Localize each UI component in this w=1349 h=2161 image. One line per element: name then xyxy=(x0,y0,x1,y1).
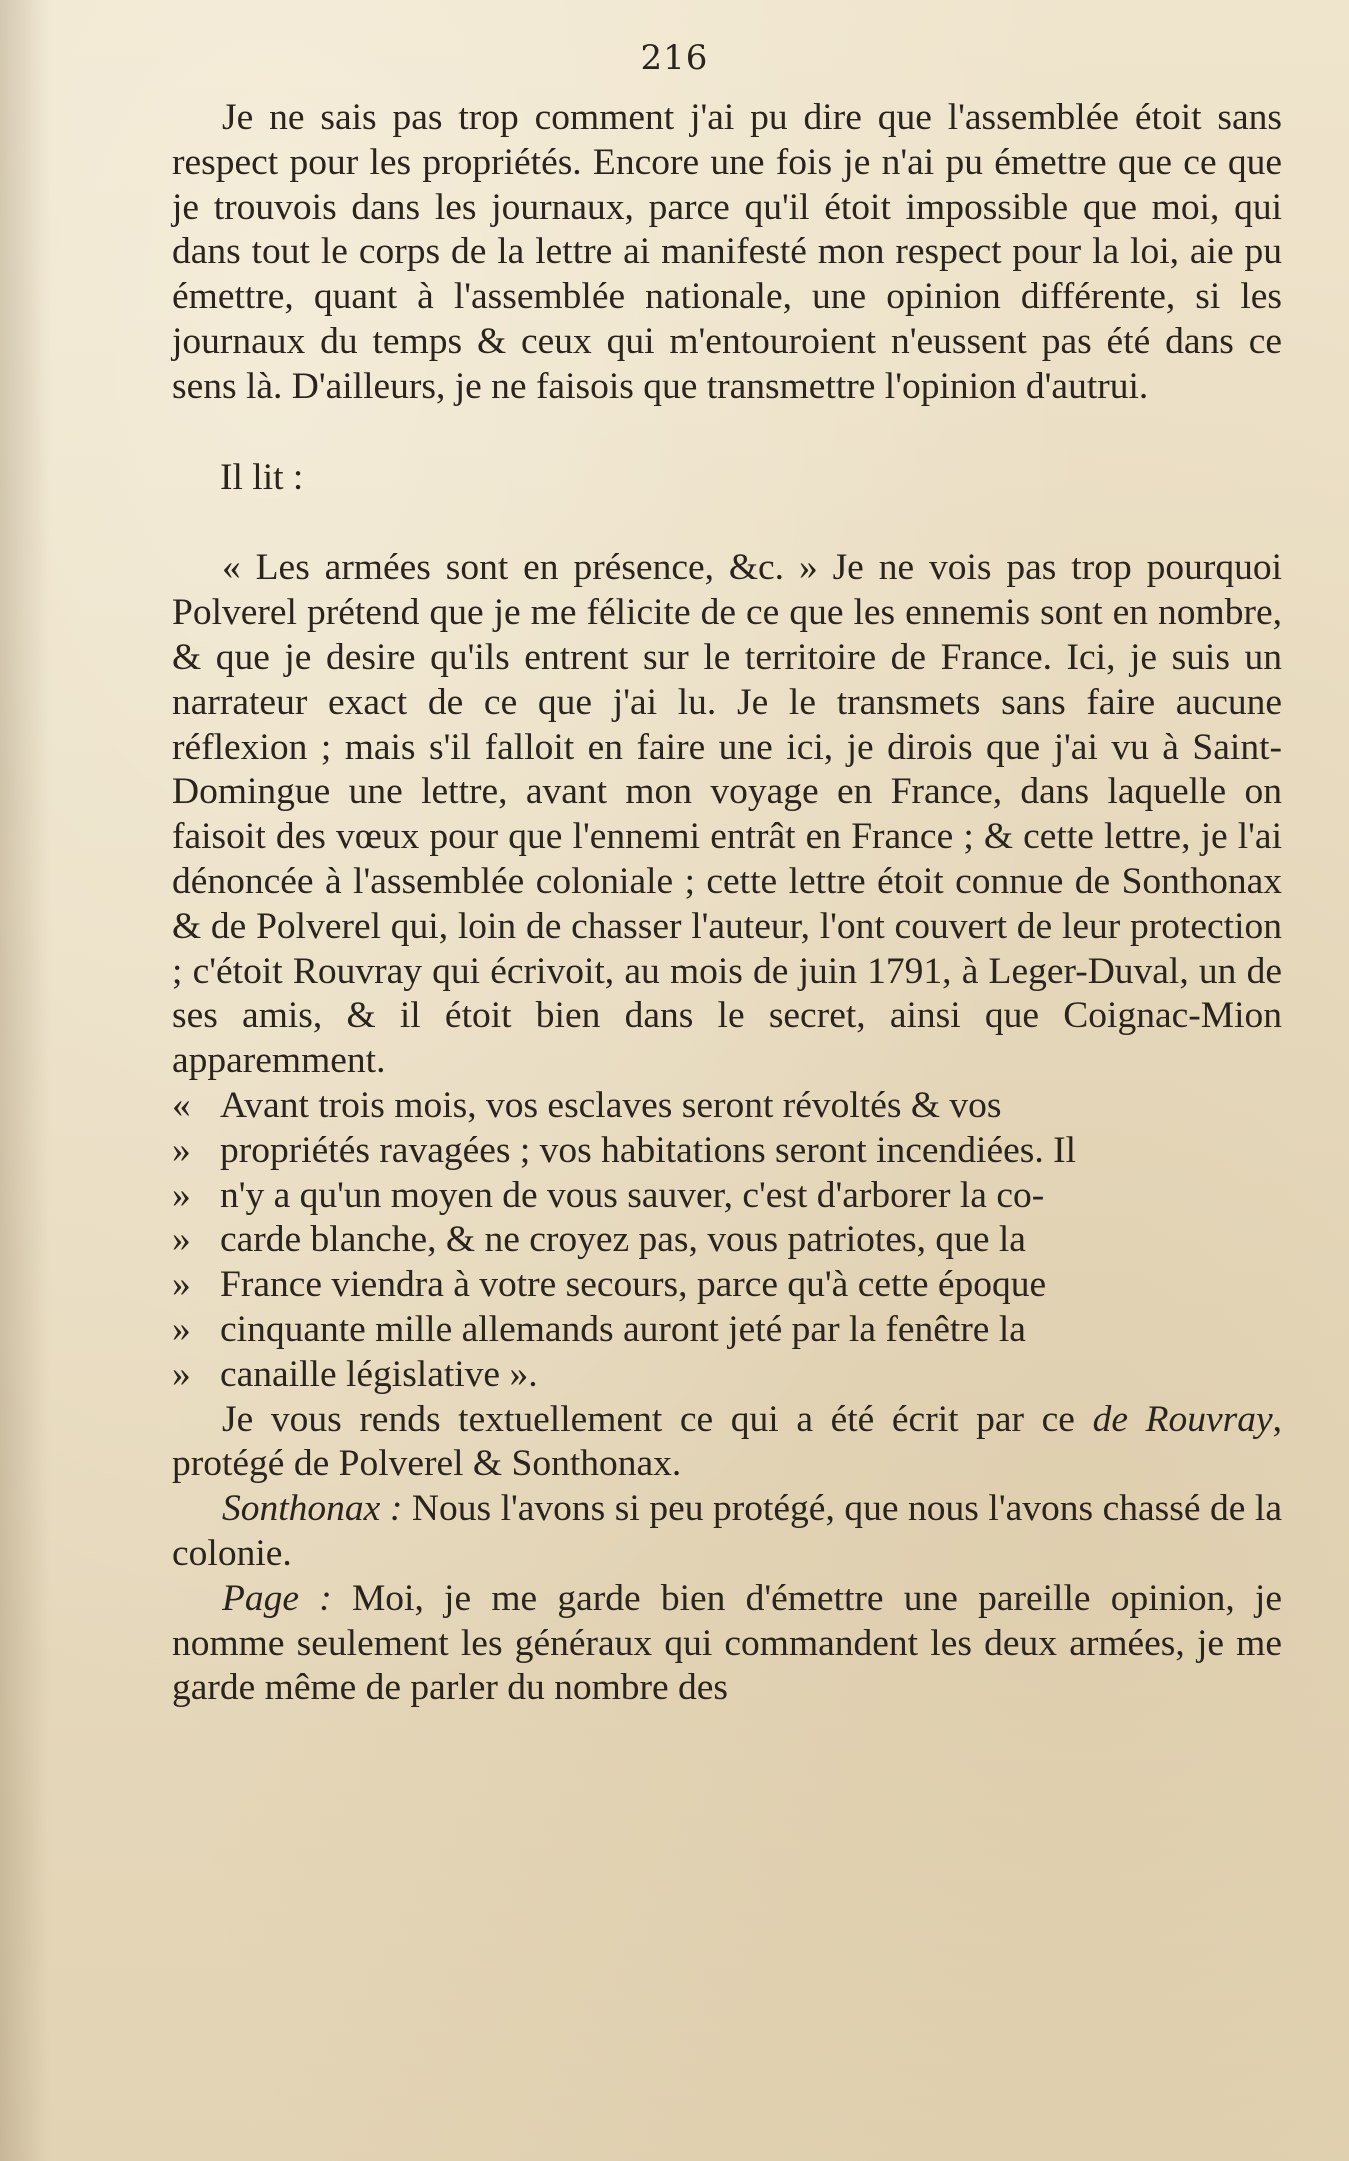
person-name: de Rouvray xyxy=(1092,1398,1273,1440)
speaker-text: Moi, je me garde bien d'émettre une pareille opinion, je nomme seulement les généraux qui commandent les deux armées, je me garde même de parler du nombre des xyxy=(172,1577,1282,1709)
paragraph-1: Je ne sais pas trop comment j'ai pu dire que l'assemblée étoit sans respect pour les propriétés. Encore une fois je n'ai pu émettre que ce que je trouvois dans les journaux, parce qu'il étoit impossible que moi, qui dans tout le corps de la lettre ai manifesté mon respect pour la loi, aie pu émettre, quant à l'assemblée nationale, une opinion différente, si les journaux du temps & ceux qui m'entouroient n'eussent pas été dans ce sens là. D'ailleurs, je ne faisois que transmettre l'opinion d'autrui. xyxy=(172,97,1282,407)
paragraph-3-text-after: , protégé de Polverel & Sonthonax. xyxy=(172,1398,1282,1485)
paragraph-3 xyxy=(172,1398,1282,1488)
quote-line xyxy=(172,1218,1282,1263)
page-number: 216 xyxy=(640,38,709,78)
quote-cont-mark: » xyxy=(172,1264,191,1306)
quote-line-text: n'y a qu'un moyen de vous sauver, c'est d'arborer la co- xyxy=(220,1174,1045,1216)
quote-cont-mark: » xyxy=(172,1129,191,1171)
quote-line-text: propriétés ravagées ; vos habitations seront incendiées. Il xyxy=(220,1129,1076,1171)
quote-line xyxy=(172,1174,1282,1219)
paragraph-2: « Les armées sont en présence, &c. » Je ne vois pas trop pourquoi Polverel prétend que je me félicite de ce que les ennemis sont en nombre, & que je desire qu'ils entrent sur le territoire de France. Ici, je suis un narrateur exact de ce que j'ai lu. Je le transmets sans faire aucune réflexion ; mais s'il falloit en faire une ici, je dirois que j'ai vu à Saint-Domingue une lettre, avant mon voyage en France, dans laquelle on faisoit des vœux pour que l'ennemi entrât en France ; & cette lettre, je l'ai dénoncée à l'assemblée coloniale ; cette lettre étoit connue de Sonthonax & de Polverel qui, loin de chasser l'auteur, l'ont couvert de leur protection ; c'étoit Rouvray qui écrivoit, au mois de juin 1791, à Leger-Duval, un de ses amis, & il étoit bien dans le secret, ainsi que Coignac-Mion apparemment. xyxy=(172,547,1282,1082)
quote-line xyxy=(172,1129,1282,1174)
quote-line-text: carde blanche, & ne croyez pas, vous patriotes, que la xyxy=(220,1219,1026,1261)
quote-line-text: Avant trois mois, vos esclaves seront révoltés & vos xyxy=(220,1084,1002,1126)
speaker-text: Nous l'avons si peu protégé, que nous l'avons chassé de la colonie. xyxy=(172,1488,1282,1574)
quote-line-text: cinquante mille allemands auront jeté par la fenêtre la xyxy=(220,1308,1026,1350)
quote-line xyxy=(172,1308,1282,1353)
quote-open-mark: « xyxy=(172,1084,191,1126)
paragraph-3-text-before: Je vous rends textuellement ce qui a été écrit par ce xyxy=(222,1398,1093,1440)
quote-line xyxy=(172,1263,1282,1308)
quote-line-text: France viendra à votre secours, parce qu'à cette époque xyxy=(220,1264,1047,1306)
quote-line-text: canaille législative ». xyxy=(220,1353,538,1395)
quote-line xyxy=(172,1353,1282,1398)
paragraph-il-lit: Il lit : xyxy=(220,456,304,498)
quote-cont-mark: » xyxy=(172,1353,191,1395)
quote-line xyxy=(172,1084,1282,1129)
speaker-name: Page : xyxy=(222,1577,332,1619)
body-text xyxy=(172,96,1282,1711)
speaker-name: Sonthonax : xyxy=(222,1488,403,1530)
quote-cont-mark: » xyxy=(172,1219,191,1261)
quoted-letter xyxy=(172,1084,1282,1398)
page-edge-shadow xyxy=(0,0,50,2161)
quote-cont-mark: » xyxy=(172,1174,191,1216)
paragraph-page xyxy=(172,1577,1282,1711)
paragraph-sonthonax xyxy=(172,1487,1282,1577)
quote-cont-mark: » xyxy=(172,1308,191,1350)
